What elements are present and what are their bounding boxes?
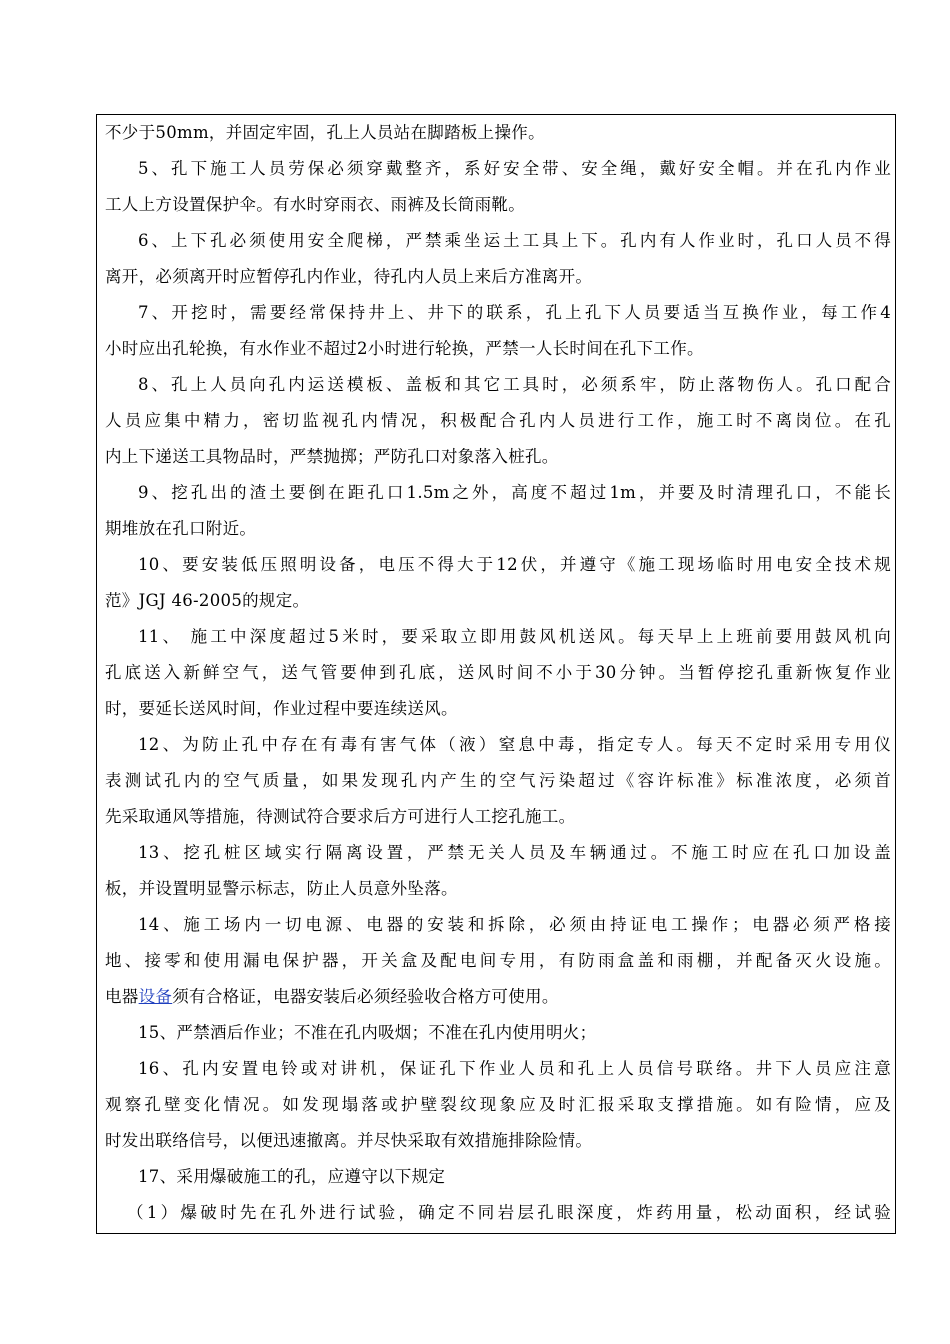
text-line: 期堆放在孔口附近。 (105, 519, 257, 538)
text-line: 范》JGJ 46-2005的规定。 (105, 591, 310, 610)
text-line: 工人上方设置保护伞。有水时穿雨衣、雨裤及长筒雨靴。 (105, 195, 525, 214)
text-line: 时，要延长送风时间，作业过程中要连续送风。 (105, 699, 458, 718)
text-line: 6、上下孔必须使用安全爬梯，严禁乘坐运土工具上下。孔内有人作业时，孔口人员不得 (138, 231, 891, 250)
text-line-with-link (105, 979, 891, 1015)
text-line: 12、为防止孔中存在有毒有害气体（液）窒息中毒，指定专人。每天不定时采用专用仪 (138, 735, 891, 754)
document-body (105, 115, 891, 1231)
text-line: （1）爆破时先在孔外进行试验，确定不同岩层孔眼深度，炸药用量，松动面积，经试验 (127, 1203, 891, 1222)
document-table-cell (96, 114, 896, 1234)
text-line: 先采取通风等措施，待测试符合要求后方可进行人工挖孔施工。 (105, 807, 576, 826)
text-line: 人员应集中精力，密切监视孔内情况，积极配合孔内人员进行工作，施工时不离岗位。在孔 (105, 411, 891, 430)
text-line: 不少于50mm，并固定牢固，孔上人员站在脚踏板上操作。 (105, 123, 545, 142)
text-line: 14、施工场内一切电源、电器的安装和拆除，必须由持证电工操作；电器必须严格接 (138, 915, 891, 934)
text-line: 7、开挖时，需要经常保持井上、井下的联系，孔上孔下人员要适当互换作业，每工作4 (138, 303, 891, 322)
text-line: 时发出联络信号，以便迅速撤离。并尽快采取有效措施排除险情。 (105, 1131, 593, 1150)
text-line: 10、要安装低压照明设备，电压不得大于12伏，并遵守《施工现场临时用电安全技术规 (138, 555, 891, 574)
text-line: 离开，必须离开时应暂停孔内作业，待孔内人员上来后方准离开。 (105, 267, 593, 286)
text-line: 5、孔下施工人员劳保必须穿戴整齐，系好安全带、安全绳，戴好安全帽。并在孔内作业 (138, 159, 891, 178)
text-line: 板，并设置明显警示标志，防止人员意外坠落。 (105, 879, 458, 898)
text-line: 15、严禁酒后作业；不准在孔内吸烟；不准在孔内使用明火； (138, 1023, 597, 1042)
text-line: 11、 施工中深度超过5米时，要采取立即用鼓风机送风。每天早上上班前要用鼓风机向 (138, 627, 891, 646)
text-line: 9、挖孔出的渣土要倒在距孔口1.5m之外，高度不超过1m，并要及时清理孔口，不能长 (138, 483, 891, 502)
text-line: 小时应出孔轮换，有水作业不超过2小时进行轮换，严禁一人长时间在孔下工作。 (105, 339, 704, 358)
text-fragment: 须有合格证，电器安装后必须经验收合格方可使用。 (172, 987, 559, 1006)
text-line: 孔底送入新鲜空气，送气管要伸到孔底，送风时间不小于30分钟。当暂停挖孔重新恢复作业 (105, 663, 891, 682)
text-line: 表测试孔内的空气质量，如果发现孔内产生的空气污染超过《容许标准》标准浓度，必须首 (105, 771, 891, 790)
text-fragment: 电器 (105, 987, 139, 1006)
text-line: 地、接零和使用漏电保护器，开关盒及配电间专用，有防雨盒盖和雨棚，并配备灭火设施。 (105, 951, 891, 970)
text-line: 16、孔内安置电铃或对讲机，保证孔下作业人员和孔上人员信号联络。井下人员应注意 (138, 1059, 891, 1078)
equipment-link[interactable]: 设备 (138, 987, 173, 1006)
text-line: 13、挖孔桩区域实行隔离设置，严禁无关人员及车辆通过。不施工时应在孔口加设盖 (138, 843, 891, 862)
text-line: 8、孔上人员向孔内运送模板、盖板和其它工具时，必须系牢，防止落物伤人。孔口配合 (138, 375, 891, 394)
text-line: 内上下递送工具物品时，严禁抛掷；严防孔口对象落入桩孔。 (105, 447, 559, 466)
text-line: 17、采用爆破施工的孔，应遵守以下规定 (138, 1167, 446, 1186)
text-line: 观察孔壁变化情况。如发现塌落或护壁裂纹现象应及时汇报采取支撑措施。如有险情，应及 (105, 1095, 891, 1114)
